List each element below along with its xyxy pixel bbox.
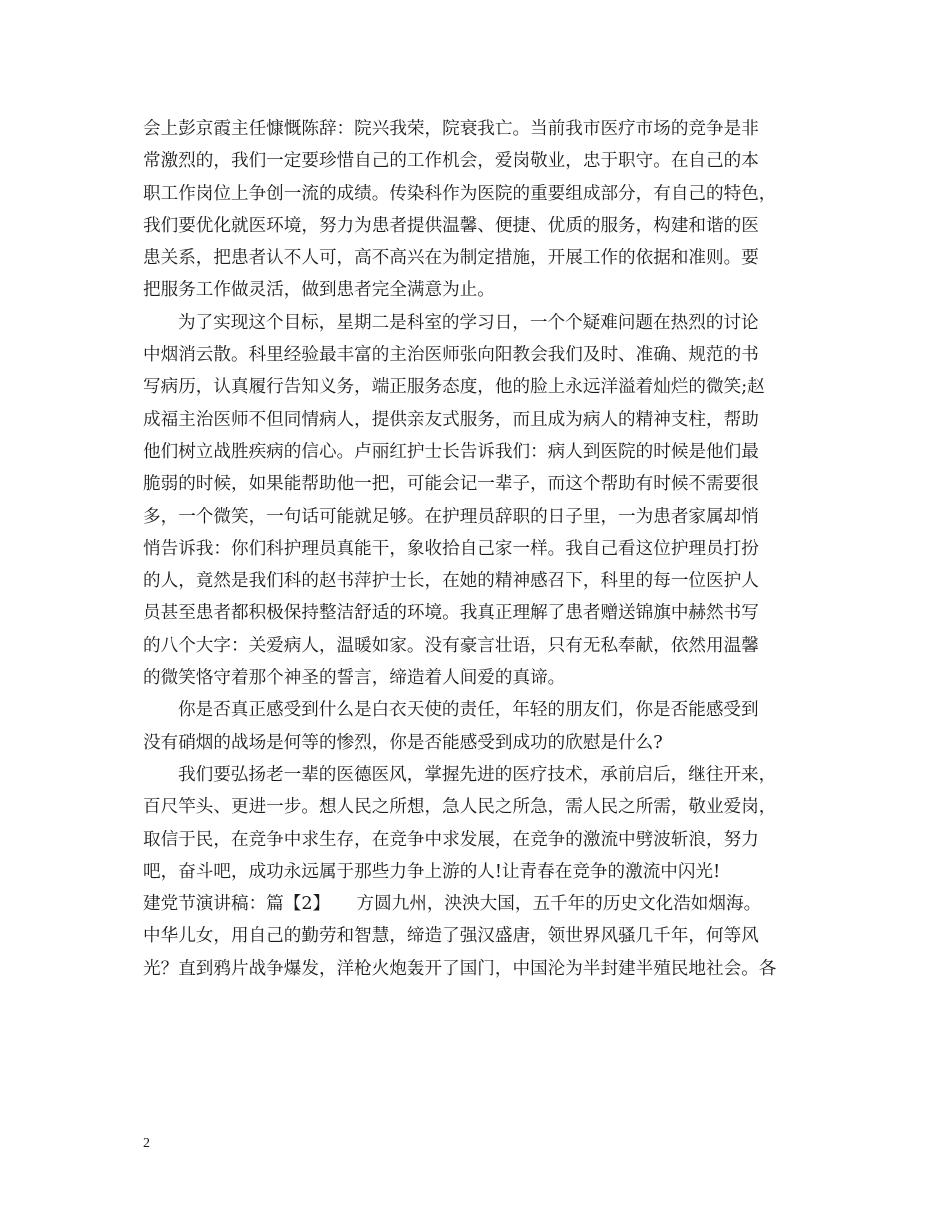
text-line: 脆弱的时候，如果能帮助他一把，可能会记一辈子，而这个帮助有时候不需要很 bbox=[143, 474, 759, 495]
text-line: 的微笑恪守着那个神圣的誓言，缔造着人间爱的真谛。 bbox=[143, 668, 566, 689]
text-line: 悄告诉我：你们科护理员真能干，象收拾自己家一样。我自己看这位护理员打扮 bbox=[143, 538, 759, 559]
text-line: 员甚至患者都积极保持整洁舒适的环境。我真正理解了患者赠送锦旗中赫然书写 bbox=[143, 603, 759, 624]
page-number: 2 bbox=[143, 1136, 150, 1151]
text-line: 中华儿女，用自己的勤劳和智慧，缔造了强汉盛唐，领世界风骚几千年，何等风 bbox=[143, 926, 759, 947]
paragraph-start-line: 我们要弘扬老一辈的医德医风，掌握先进的医疗技术，承前启后，继往开来， bbox=[178, 764, 777, 785]
text-line: 会上彭京霞主任慷慨陈辞：院兴我荣，院衰我亡。当前我市医疗市场的竞争是非 bbox=[143, 119, 759, 139]
text-line: 我们要优化就医环境，努力为患者提供温馨、便捷、优质的服务，构建和谐的医 bbox=[143, 215, 759, 236]
text-line: 职工作岗位上争创一流的成绩。传染科作为医院的重要组成部分，有自己的特色， bbox=[143, 183, 777, 204]
text-line: 百尺竿头、更进一步。想人民之所想，急人民之所急，需人民之所需，敬业爱岗， bbox=[143, 797, 777, 818]
text-line: 多，一个微笑，一句话可能就足够。在护理员辞职的日子里，一为患者家属却悄 bbox=[143, 506, 759, 527]
text-line: 他们树立战胜疾病的信心。卢丽红护士长告诉我们：病人到医院的时候是他们最 bbox=[143, 441, 759, 462]
text-line: 的人，竟然是我们科的赵书萍护士长，在她的精神感召下，科里的每一位医护人 bbox=[143, 571, 759, 592]
section-heading-line: 建党节演讲稿：篇【2】 方圆九州，泱泱大国，五千年的历史文化浩如烟海。 bbox=[143, 894, 762, 915]
text-line: 中烟消云散。科里经验最丰富的主治医师张向阳教会我们及时、准确、规范的书 bbox=[143, 345, 759, 366]
text-line: 写病历，认真履行告知义务，端正服务态度，他的脸上永远洋溢着灿烂的微笑;赵 bbox=[143, 377, 765, 398]
text-line: 光？直到鸦片战争爆发，洋枪火炮轰开了国门，中国沦为半封建半殖民地社会。各 bbox=[143, 958, 777, 979]
text-line: 取信于民，在竞争中求生存，在竞争中求发展，在竞争的激流中劈波斩浪，努力 bbox=[143, 829, 759, 850]
text-line: 常激烈的，我们一定要珍惜自己的工作机会，爱岗敬业，忠于职守。在自己的本 bbox=[143, 151, 759, 172]
text-line: 把服务工作做灵活，做到患者完全满意为止。 bbox=[143, 280, 495, 301]
text-line: 吧，奋斗吧，成功永远属于那些力争上游的人!让青春在竞争的激流中闪光! bbox=[143, 861, 721, 882]
text-line: 成福主治医师不但同情病人，提供亲友式服务，而且成为病人的精神支柱，帮助 bbox=[143, 409, 759, 430]
text-line: 的八个大字：关爱病人，温暖如家。没有豪言壮语，只有无私奉献，依然用温馨 bbox=[143, 635, 759, 656]
document-body bbox=[143, 113, 833, 985]
paragraph-start-line: 你是否真正感受到什么是白衣天使的责任，年轻的朋友们，你是否能感受到 bbox=[178, 700, 759, 721]
text-line: 患关系，把患者认不人可，高不高兴在为制定措施，开展工作的依据和准则。要 bbox=[143, 248, 759, 269]
text-line: 没有硝烟的战场是何等的惨烈，你是否能感受到成功的欣慰是什么? bbox=[143, 732, 663, 753]
paragraph-start-line: 为了实现这个目标，星期二是科室的学习日，一个个疑难问题在热烈的讨论 bbox=[178, 312, 759, 333]
